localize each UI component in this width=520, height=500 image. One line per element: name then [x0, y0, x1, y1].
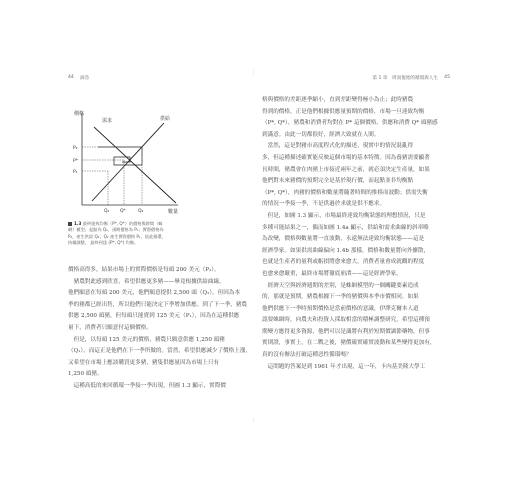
text-line: 經濟天空與經濟週期的差別，是蛛網模型的一個關鍵要素造成 — [262, 282, 419, 289]
text-line: 到滿意。由此一切都很好，經濟大致就在人間。 — [262, 131, 380, 138]
text-line: 真的沒有辦法打破這種惡性循環嗎？ — [262, 352, 352, 359]
text-line: 但是，如圖 1.3 顯示，市場最終達致均衡狀態的理想情況，只是 — [262, 212, 426, 219]
text-line: 季的豬都已經出售，所以他們只能決定下季增加供應。到了下一季，豬農 — [68, 301, 248, 308]
right-page-number: 45 — [444, 75, 450, 80]
left-running-title: 滴答 — [80, 76, 90, 81]
caption-line: 最終到達 (P*, Q*) 均衡。 — [90, 240, 139, 246]
text-line: 又希望在市場上應該購買更多豬，豬隻供應量因為市場上只有 — [68, 359, 220, 366]
text-line: 得到的價格，正是他們根據供應量預期的價格，市場一旦達致均衡 — [262, 108, 425, 115]
qty-tick-q1: Q₁ — [104, 209, 110, 214]
text-line: （Q₁），而這正是他們在下一季所做的。當然，希望供應減少了價格上漲， — [68, 348, 252, 355]
price-tick-pstar: P* — [73, 159, 78, 164]
cobweb-chart — [68, 105, 256, 225]
text-line: 的，那就是預期，豬農根據下一季的豬價與本季市價相同。如果 — [262, 294, 419, 301]
text-line: 也愈來愈嚴重，最終市場將徹底崩潰——這是經濟學家。 — [262, 270, 402, 277]
left-page-number: 44 — [68, 75, 74, 80]
left-page — [68, 75, 256, 417]
text-line: 多種可能結果之一，偶而如圖 1.4a 顯示，供給和需求曲線的斜率略 — [262, 224, 429, 231]
cobweb-path — [98, 147, 142, 165]
text-line: 1,250 頭豬。 — [68, 371, 103, 378]
caption-marker-icon — [68, 222, 72, 226]
x-axis-label: 數量 — [168, 209, 179, 215]
y-axis-label: 價格 — [74, 111, 85, 117]
text-line: （P*, Q*），肉豬的價格和數量將隨著時間的推移而波動；供需失衡 — [262, 189, 428, 196]
caption-line: 最終達致均衡（P*, Q*）的價格與時間（蛛網）模型。起點為 Q₁，預期價格為 — [68, 221, 163, 233]
price-tick-p1: P₁ — [73, 170, 78, 175]
text-line: 這問題的答案是到 1961 年才出現，這一年，卡內基美隆大學工 — [262, 363, 426, 370]
text-line: 量下，消費者只願意付這個價格。 — [68, 324, 152, 331]
text-line: 價格高得多，結果市場上的實際價格是每頭 200 美元（P₂）。 — [68, 267, 220, 273]
left-body-text — [68, 265, 256, 393]
caption-number: 1.3 — [74, 221, 82, 226]
figure-caption — [68, 221, 168, 247]
text-line: 實則證，事實上，在二戰之後，豬價確實確實波動和某些變得更加有， — [262, 340, 436, 347]
text-line: 他們對未來豬價的預期完全是基於現行價，而起點並非均衡點 — [262, 178, 414, 185]
text-line: 格與價格的差距逐季縮小，直到差距變得極小為止；此時豬農 — [262, 97, 414, 103]
text-line: 供應 2,500 頭豬，但每頭只能賣到 125 美元（P₁），因為在這種供應 — [68, 313, 240, 320]
text-line: 他們供應下一季時預期價格是當前價格的意識，伊澤克爾本人道 — [262, 305, 419, 312]
text-line: 多，但這種描述確實能反映這個市場的基本特徵。因為養豬需要顯著 — [262, 154, 430, 161]
text-line: 豬農對此感到欣喜，希望供應更多豬——畢竟根據供給曲線， — [68, 278, 225, 285]
text-line: 的情況一季接一季，不是供過於求就是供不應求。 — [262, 201, 386, 208]
right-body-text — [262, 95, 450, 373]
price-tick-p2: P₂ — [73, 146, 78, 151]
text-line: 為改變，價格與數量將一直波動，永遠無法達致均衡狀態——這是 — [262, 236, 425, 243]
text-line: 長時間，豬農會在肉豬上市接近兩年之前，就必須決定生產量，如果 — [262, 166, 430, 173]
demand-label: 需求 — [102, 118, 113, 124]
supply-label: 供給 — [160, 116, 171, 122]
qty-tick-qstar: Q* — [120, 209, 126, 214]
caption-line: P₁；實際價格為 P₂，產生供給 Q₂；Q₂ 產生實際價格 P₁，依此循環，持續調整， — [68, 227, 166, 246]
text-line: 他們願意在每頭 200 美元，他們願意提供 2,500 頭（Q₂），但因為本 — [68, 290, 241, 297]
text-line: （P*, Q*），豬農和消費者均對在 P* 這個價格、供應和消費 Q* 頭豬感 — [262, 120, 438, 127]
text-line: 這種高低的來回循環一季接一季出現，但圖 1.3 顯示，實際價 — [68, 382, 226, 389]
text-line: 期變方應得更多資源，他們可以是識將有利於短期價調節藥物，但事 — [262, 328, 430, 335]
text-line: 但是，以每頭 125 美元的價格，豬農只願意供應 1,250 頭豬 — [68, 336, 225, 343]
text-line: 經濟學家。如果供需曲線偏向 1.4b 那樣，價格和數量將向外擴散， — [262, 247, 430, 254]
qty-tick-q2: Q₂ — [138, 209, 144, 214]
text-line: 認要蛛網時，向農夫和投資人採取相當的積極調整研究，希望這種預 — [262, 317, 430, 324]
right-page — [262, 75, 450, 417]
right-running-title: 第 1 章 周而復始的循環與人生 — [372, 76, 438, 81]
text-line: 當然，這是對豬市高度程式化的描述，現實中的情況混亂得 — [262, 143, 414, 150]
text-line: 也就是生產者的量利或虧損將愈來愈大，消費者量會成就觀的程度 — [262, 259, 425, 266]
